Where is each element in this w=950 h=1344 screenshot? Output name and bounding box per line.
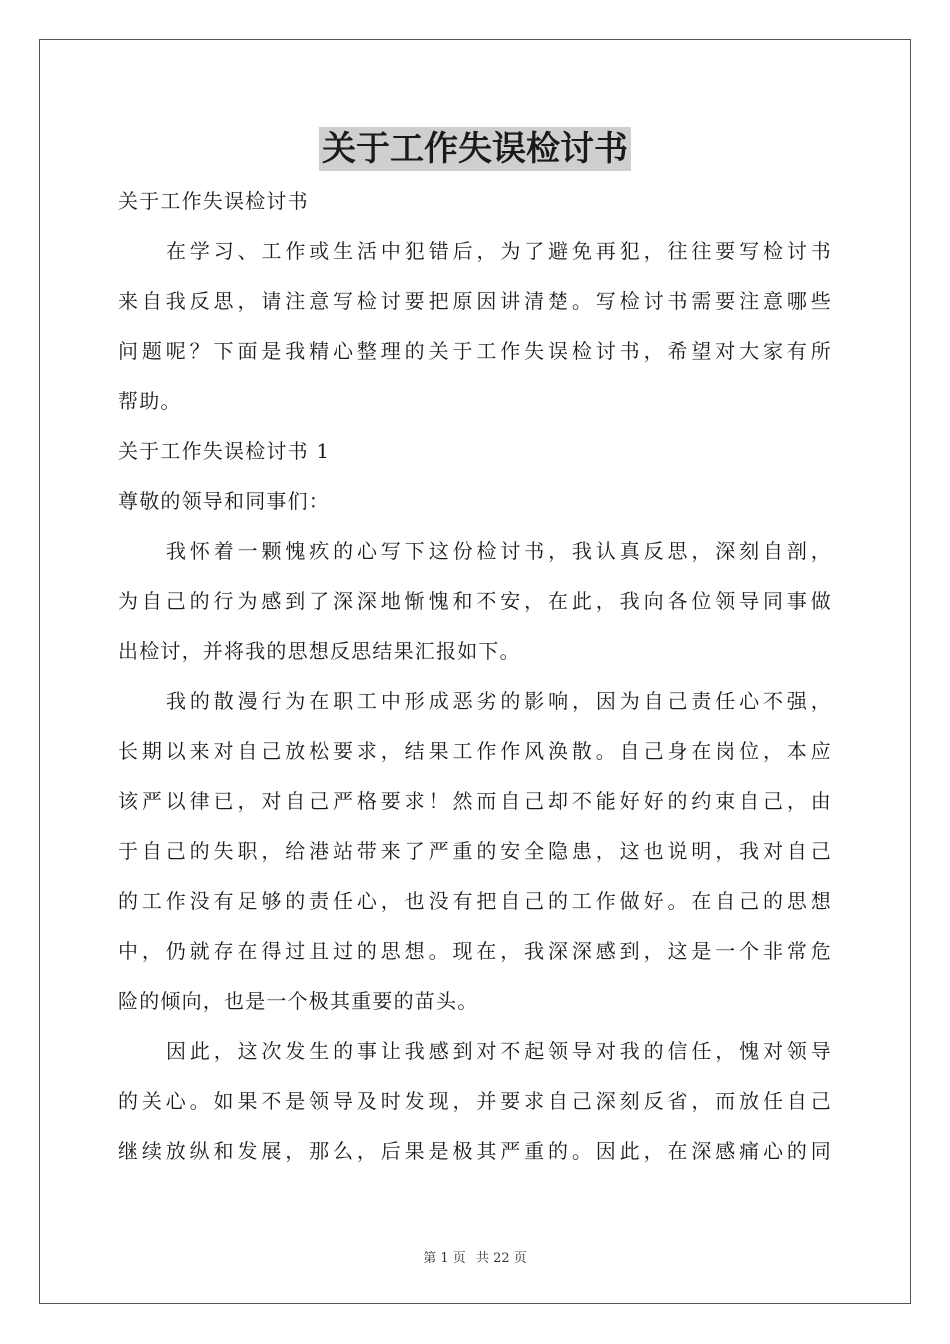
page-footer (0, 1247, 950, 1266)
text-line: 问题呢？下面是我精心整理的关于工作失误检讨书，希望对大家有所 (118, 339, 832, 363)
text-line: 出检讨，并将我的思想反思结果汇报如下。 (118, 639, 521, 663)
text-line: 长期以来对自己放松要求，结果工作作风涣散。自己身在岗位，本应 (118, 739, 832, 763)
page-number: 第 1 页 (423, 1251, 466, 1266)
text-line: 尊敬的领导和同事们： (118, 489, 330, 513)
text-line: 的关心。如果不是领导及时发现，并要求自己深刻反省，而放任自己 (118, 1089, 832, 1113)
title-container (0, 127, 950, 171)
text-line: 于自己的失职，给港站带来了严重的安全隐患，这也说明，我对自己 (118, 839, 832, 863)
text-line: 险的倾向，也是一个极其重要的苗头。 (118, 989, 479, 1013)
text-line: 关于工作失误检讨书 1 (118, 439, 331, 463)
text-line: 关于工作失误检讨书 (118, 189, 309, 213)
text-line: 在学习、工作或生活中犯错后，为了避免再犯，往往要写检讨书 (166, 239, 832, 263)
total-pages: 共 22 页 (475, 1251, 527, 1266)
document-body (118, 176, 832, 1176)
text-line: 因此，这次发生的事让我感到对不起领导对我的信任，愧对领导 (166, 1039, 832, 1063)
text-line: 该严以律已，对自己严格要求！然而自己却不能好好的约束自己，由 (118, 789, 832, 813)
text-line: 的工作没有足够的责任心，也没有把自己的工作做好。在自己的思想 (118, 889, 832, 913)
text-line: 来自我反思，请注意写检讨要把原因讲清楚。写检讨书需要注意哪些 (118, 289, 832, 313)
text-line: 我的散漫行为在职工中形成恶劣的影响，因为自己责任心不强， (166, 689, 832, 713)
text-line: 我怀着一颗愧疚的心写下这份检讨书，我认真反思，深刻自剖， (166, 539, 832, 563)
text-line: 中，仍就存在得过且过的思想。现在，我深深感到，这是一个非常危 (118, 939, 832, 963)
document-title: 关于工作失误检讨书 (319, 127, 631, 171)
text-line: 继续放纵和发展，那么，后果是极其严重的。因此，在深感痛心的同 (118, 1139, 832, 1163)
text-line: 帮助。 (118, 389, 182, 413)
text-line: 为自己的行为感到了深深地惭愧和不安，在此，我向各位领导同事做 (118, 589, 832, 613)
